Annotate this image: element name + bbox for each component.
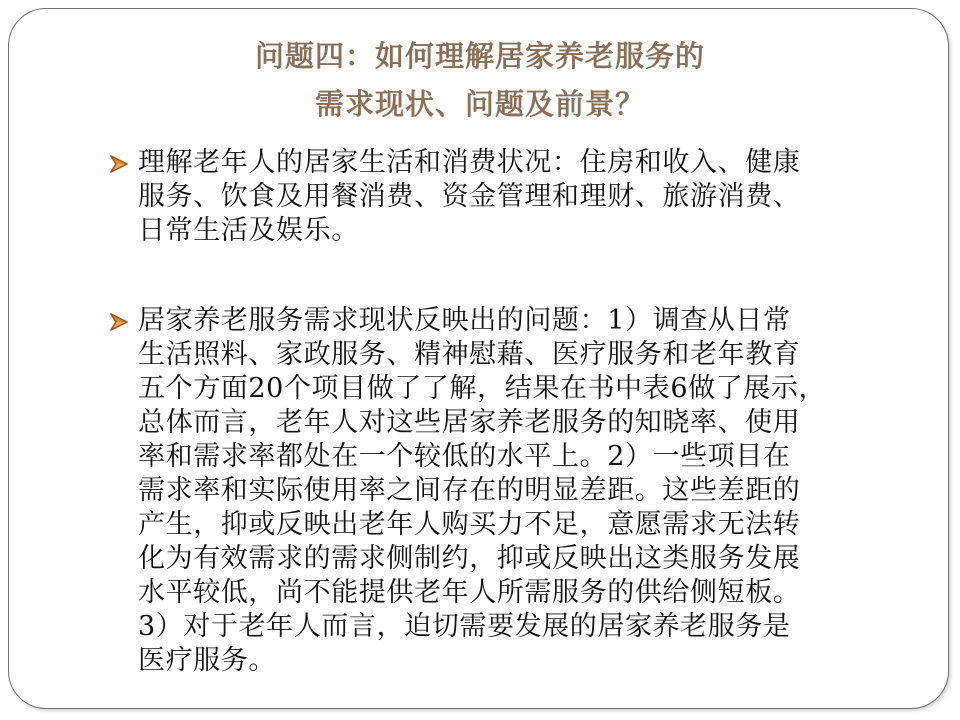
slide-title-line-1: 问题四：如何理解居家养老服务的 (254, 39, 705, 73)
slide-title-line-2: 需求现状、问题及前景？ (314, 87, 645, 121)
bullet-item-1 (108, 146, 908, 248)
bullet-text-2: 居家养老服务需求现状反映出的问题：1）调查从日常 生活照料、家政服务、精神慰藉、医疗服务和老年教育 五个方面20个项目做了了解，结果在书中表6做了展示， 总体而言，老年人对这些居家养老服务的知晓率、使用 率和需求率都处在一个较低的水平上。2）一些项目在 需求率和实际使用率之间存在的明显差距。这些差距的 产生，抑或反映出老年人购买力不足，意愿需求无法转 化为有效需求的需求侧制约，抑或反映出这类服务发展 水平较低，尚不能提供老年人所需服务的供给侧短板。 3）对于老年人而言，迫切需要发展的居家养老服务是 医疗服务。 (138, 305, 827, 676)
bullet-text-1: 理解老年人的居家生活和消费状况：住房和收入、健康 服务、饮食及用餐消费、资金管理和理财、旅游消费、 日常生活及娱乐。 (138, 147, 801, 246)
bullet-item-2 (108, 304, 908, 678)
arrow-bullet-icon (108, 311, 130, 333)
arrow-bullet-icon (108, 153, 130, 175)
